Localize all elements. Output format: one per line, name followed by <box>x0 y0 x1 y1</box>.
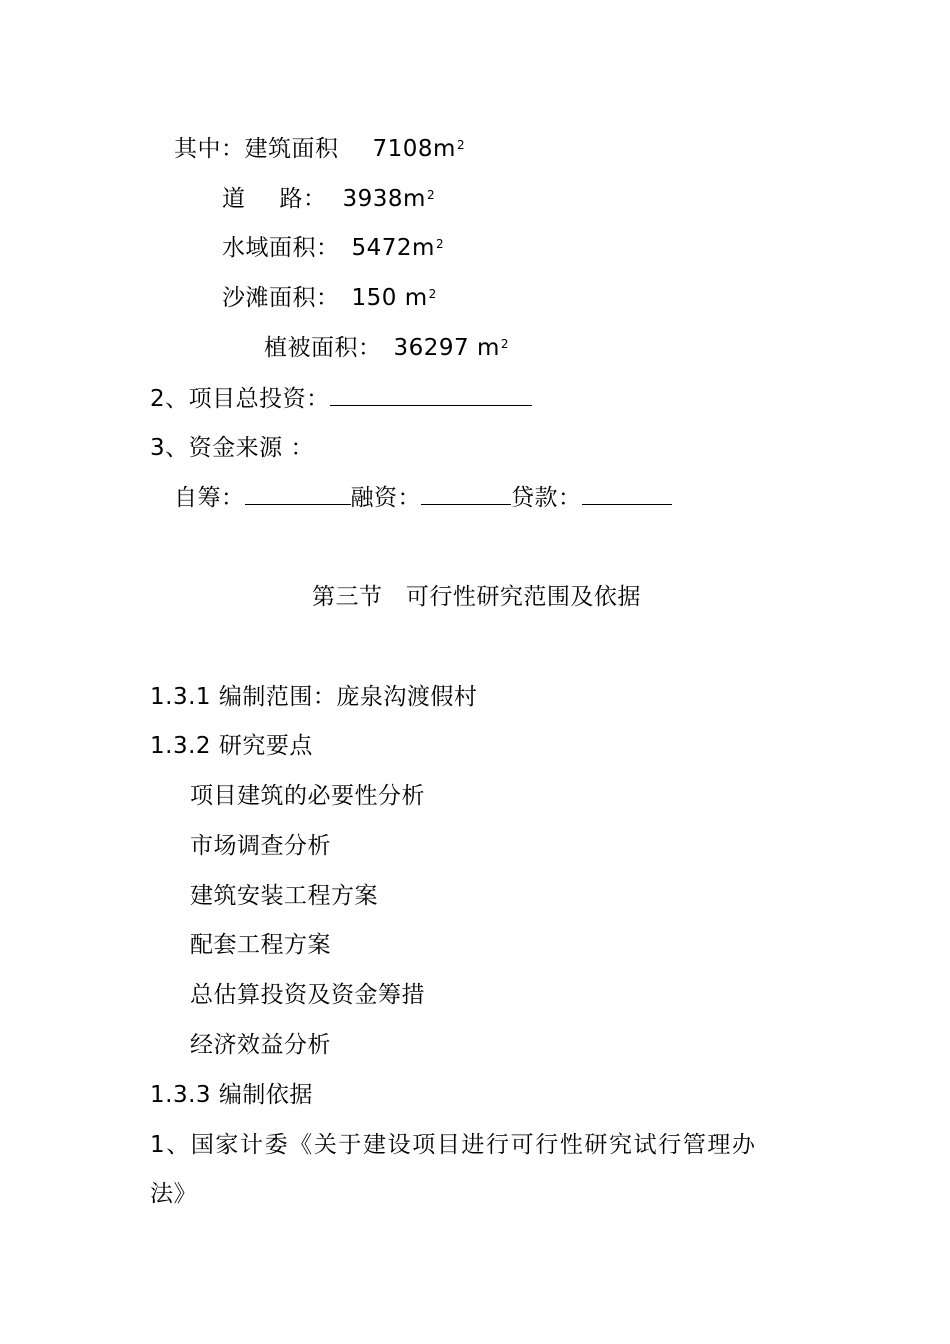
key-point-item: 经济效益分析 <box>190 1032 331 1058</box>
investment-line <box>150 383 532 414</box>
key-point-item: 建筑安装工程方案 <box>190 883 378 909</box>
basis-item-1-line-2: 法》 <box>150 1181 197 1207</box>
vegetation-area-value: 36297 m <box>393 335 500 361</box>
road-area-line <box>222 184 435 214</box>
road-area-unit-exponent: 2 <box>426 188 436 202</box>
loan-blank[interactable] <box>582 482 672 505</box>
key-point-item: 配套工程方案 <box>190 932 331 958</box>
section-title: 第三节 可行性研究范围及依据 <box>312 584 641 610</box>
financing-blank[interactable] <box>421 482 511 505</box>
beach-area-unit-exponent: 2 <box>428 287 437 301</box>
beach-area-label: 沙滩面积： <box>222 285 340 311</box>
vegetation-area-line <box>264 333 509 363</box>
funding-detail-line <box>174 482 672 513</box>
water-area-line <box>222 233 444 263</box>
vegetation-area-label: 植被面积： <box>264 335 382 361</box>
road-area-label-b: 路： <box>279 186 327 212</box>
self-funding-blank[interactable] <box>245 482 351 505</box>
building-area-label: 其中：建筑面积 <box>174 136 339 162</box>
building-area-unit-exponent: 2 <box>456 138 466 152</box>
beach-area-line <box>222 283 437 313</box>
water-area-unit-exponent: 2 <box>435 237 445 251</box>
key-point-item: 市场调查分析 <box>190 833 331 859</box>
self-funding-label: 自筹： <box>174 485 245 511</box>
road-area-value: 3938m <box>342 186 426 212</box>
key-point-item: 项目建筑的必要性分析 <box>190 783 425 809</box>
scope-line: 1.3.1 编制范围：庞泉沟渡假村 <box>150 684 478 710</box>
building-area-line <box>174 134 465 164</box>
vegetation-area-unit-exponent: 2 <box>500 337 510 351</box>
beach-area-value: 150 m <box>351 285 428 311</box>
loan-label: 贷款： <box>511 485 582 511</box>
basis-item-1-line-1: 1、国家计委《关于建设项目进行可行性研究试行管理办 <box>150 1132 757 1158</box>
key-points-heading: 1.3.2 研究要点 <box>150 733 313 759</box>
road-area-label-a: 道 <box>222 186 246 212</box>
basis-heading: 1.3.3 编制依据 <box>150 1082 313 1108</box>
water-area-label: 水域面积： <box>222 235 340 261</box>
funding-label: 3、资金来源 ： <box>150 435 314 461</box>
key-point-item: 总估算投资及资金筹措 <box>190 982 425 1008</box>
water-area-value: 5472m <box>351 235 435 261</box>
building-area-value: 7108m <box>372 136 456 162</box>
funding-label-line <box>150 433 314 463</box>
financing-label: 融资： <box>350 485 421 511</box>
investment-label: 2、项目总投资： <box>150 386 330 412</box>
investment-blank[interactable] <box>330 383 532 406</box>
